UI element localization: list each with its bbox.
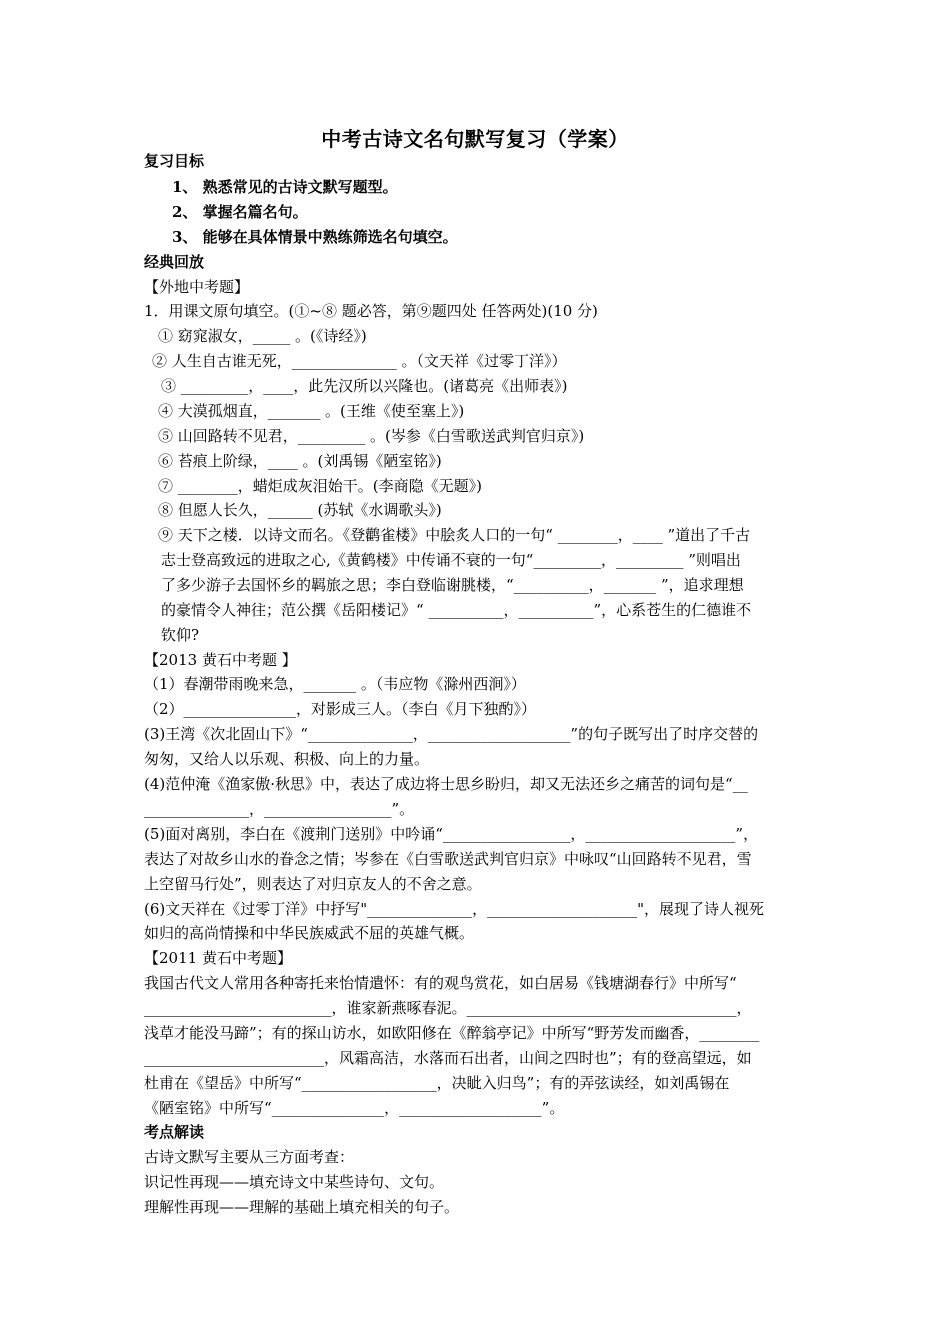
exam-point-memory: 识记性再现——填充诗文中某些诗句、文句。 [144,1173,445,1191]
question-2013-1: （1）春潮带雨晚来急，_______ 。（韦应物《滁州西涧》） [144,675,526,693]
question-2013-3-line-1: (3)王湾《次北固山下》“______________，___________________”的句子既写出了时序交替的 [144,725,759,743]
question-2013-3-line-2: 匆匆，又给人以乐观、积极、向上的力量。 [144,750,430,768]
question-1-item-7: ⑦ ________，蜡炬成灰泪始干。(李商隐《无题》) [158,477,482,495]
section-heading-exam-points: 考点解读 [144,1123,205,1141]
question-1-item-9-line-5: 钦仰? [161,626,200,644]
question-2011-line-4: ________________________，风霜高洁，水落而石出者，山间之四时也”；有的登高望远，如 [144,1049,752,1067]
question-1-item-9-line-4: 的豪情令人神往；范公撰《岳阳楼记》“ __________，__________”，心系苍生的仁德谁不 [161,601,752,619]
question-1-item-1: ① 窈窕淑女，_____ 。(《诗经》) [158,327,367,345]
question-1-item-8: ⑧ 但愿人长久，______ (苏轼《水调歌头》) [158,501,442,519]
subheading-other-exams: 【外地中考题】 [144,278,250,296]
question-2013-5-line-2: 表达了对故乡山水的眷念之情；岑参在《白雪歌送武判官归京》中咏叹“山回路转不见君，雪 [144,850,752,868]
question-2013-5-line-1: (5)面对离别，李白在《渡荆门送别》中吟诵“_________________，____________________”， [144,825,759,843]
question-1-item-9-line-3: 了多少游子去国怀乡的羁旅之思；李白登临谢朓楼，“__________，_______ ”，追求理想 [161,576,744,594]
question-2013-4-line-1: (4)范仲淹《渔家傲·秋思》中，表达了成边将士思乡盼归，却又无法还乡之痛苦的词句是“__ [144,775,748,793]
question-1-item-6: ⑥ 苔痕上阶绿，____ 。(刘禹锡《陋室铭》) [158,452,442,470]
goal-item-2: 2、 掌握名篇名句。 [172,203,308,221]
question-1-item-9-line-2: 志士登高致远的进取之心,《黄鹤楼》中传诵不衰的一句“_________，_________ ”则唱出 [161,551,741,569]
question-1-item-5: ⑤ 山回路转不见君，_________ 。(岑参《白雪歌送武判官归京》) [158,427,585,445]
question-1-item-2: ② 人生自古谁无死，______________ 。（文天祥《过零丁洋》） [152,352,567,370]
exam-point-understanding: 理解性再现——理解的基础上填充相关的句子。 [144,1198,460,1216]
question-2013-5-line-3: 上空留马行处”，则表达了对归京友人的不舍之意。 [144,875,482,893]
question-2011-line-5: 杜甫在《望岳》中所写“__________________，决眦入归鸟”；有的弄弦读经，如刘禹锡在 [144,1074,730,1092]
question-1-item-4: ④ 大漠孤烟直，_______ 。(王维《使至塞上》) [158,402,465,420]
question-2011-line-3: 浅草才能没马蹄”；有的探山访水，如欧阳修在《醉翁亭记》中所写“野芳发而幽香，________ [144,1024,760,1042]
question-2013-2: （2）_______________，对影成三人。（李白《月下独酌》） [144,700,537,718]
question-1-intro: 1．用课文原句填空。(①~⑧ 题必答，第⑨题四处 任答两处)(10 分) [144,302,598,320]
question-1-item-3: ③ _________，____，此先汉所以兴隆也。(诸葛亮《出师表》) [161,377,568,395]
section-heading-review-goals: 复习目标 [144,152,205,170]
question-2011-line-6: 《陋室铭》中所写“_______________，___________________”。 [144,1099,565,1117]
subheading-2011-huangshi: 【2011 黄石中考题】 [144,949,292,967]
question-2013-6-line-2: 如归的高尚情操和中华民族威武不屈的英雄气概。 [144,924,475,942]
section-heading-classic-review: 经典回放 [144,253,205,271]
exam-points-intro: 古诗文默写主要从三方面考查： [144,1148,355,1166]
goal-item-1: 1、 熟悉常见的古诗文默写题型。 [172,178,398,196]
goal-item-3: 3、 能够在具体情景中熟练筛选名句填空。 [172,228,458,246]
subheading-2013-huangshi: 【2013 黄石中考题 】 [144,651,297,669]
question-2011-line-1: 我国古代文人常用各种寄托来怡情遣怀：有的观鸟赏花，如白居易《钱塘湖春行》中所写“ [144,974,737,992]
question-2013-4-line-2: ______________，_________________”。 [144,800,415,818]
question-2011-line-2: _________________________，谁家新燕啄春泥。____________________________________， [144,999,752,1017]
question-1-item-9-line-1: ⑨ 天下之楼．以诗文而名。《登鹳雀楼》中脍炙人口的一句“ ________，____ ”道出了千古 [158,526,751,544]
question-2013-6-line-1: (6)文天祥在《过零丁洋》中抒写"______________，____________________"，展现了诗人视死 [144,900,765,918]
document-title: 中考古诗文名句默写复习（学案） [321,127,629,151]
